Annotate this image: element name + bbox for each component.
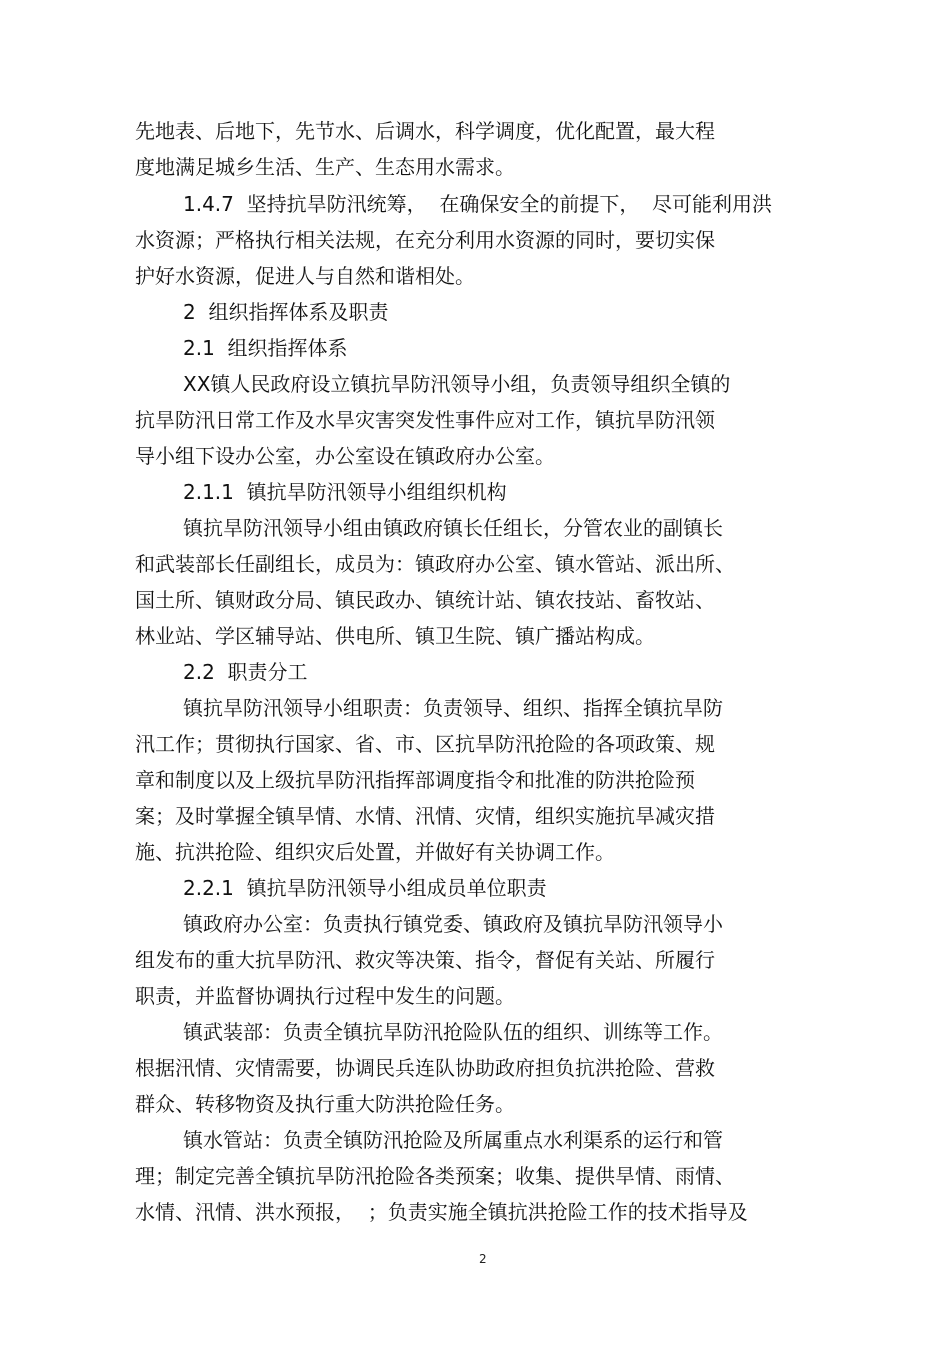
text-line: 案；及时掌握全镇旱情、水情、汛情、灾情，组织实施抗旱减灾措 xyxy=(135,804,715,828)
text-line: 抗旱防汛日常工作及水旱灾害突发性事件应对工作，镇抗旱防汛领 xyxy=(135,408,715,432)
text-line: 组发布的重大抗旱防汛、救灾等决策、指令，督促有关站、所履行 xyxy=(135,948,715,972)
section-heading: 2.2.1 镇抗旱防汛领导小组成员单位职责 xyxy=(183,876,547,900)
text-line: 理；制定完善全镇抗旱防汛抢险各类预案；收集、提供旱情、雨情、 xyxy=(135,1164,735,1188)
section-heading: 2 组织指挥体系及职责 xyxy=(183,300,389,324)
section-heading: 2.2 职责分工 xyxy=(183,660,308,684)
text-line: 国土所、镇财政分局、镇民政办、镇统计站、镇农技站、畜牧站、 xyxy=(135,588,715,612)
text-line: 和武装部长任副组长，成员为：镇政府办公室、镇水管站、派出所、 xyxy=(135,552,735,576)
text-line: 施、抗洪抢险、组织灾后处置，并做好有关协调工作。 xyxy=(135,840,615,864)
text-line: 水资源；严格执行相关法规，在充分利用水资源的同时，要切实保 xyxy=(135,228,715,252)
text-line: 章和制度以及上级抗旱防汛指挥部调度指令和批准的防洪抢险预 xyxy=(135,768,695,792)
page-number: 2 xyxy=(479,1252,487,1266)
text-line: 水情、汛情、洪水预报， ；负责实施全镇抗洪抢险工作的技术指导及 xyxy=(135,1200,748,1224)
text-line: 职责，并监督协调执行过程中发生的问题。 xyxy=(135,984,515,1008)
text-line: 1.4.7 坚持抗旱防汛统筹， 在确保安全的前提下， 尽可能利用洪 xyxy=(183,192,773,216)
text-line: 护好水资源，促进人与自然和谐相处。 xyxy=(135,264,475,288)
section-heading: 2.1.1 镇抗旱防汛领导小组组织机构 xyxy=(183,480,507,504)
text-line: 度地满足城乡生活、生产、生态用水需求。 xyxy=(135,155,515,179)
text-line: 先地表、后地下，先节水、后调水，科学调度，优化配置，最大程 xyxy=(135,119,715,143)
text-line: 镇武装部：负责全镇抗旱防汛抢险队伍的组织、训练等工作。 xyxy=(183,1020,723,1044)
text-line: 镇抗旱防汛领导小组由镇政府镇长任组长，分管农业的副镇长 xyxy=(183,516,723,540)
text-line: 镇水管站：负责全镇防汛抢险及所属重点水利渠系的运行和管 xyxy=(183,1128,723,1152)
section-heading: 2.1 组织指挥体系 xyxy=(183,336,348,360)
text-line: XX镇人民政府设立镇抗旱防汛领导小组，负责领导组织全镇的 xyxy=(183,372,731,396)
text-line: 群众、转移物资及执行重大防洪抢险任务。 xyxy=(135,1092,515,1116)
text-line: 林业站、学区辅导站、供电所、镇卫生院、镇广播站构成。 xyxy=(135,624,655,648)
text-line: 导小组下设办公室，办公室设在镇政府办公室。 xyxy=(135,444,555,468)
text-line: 镇抗旱防汛领导小组职责：负责领导、组织、指挥全镇抗旱防 xyxy=(183,696,723,720)
text-line: 根据汛情、灾情需要，协调民兵连队协助政府担负抗洪抢险、营救 xyxy=(135,1056,715,1080)
text-line: 镇政府办公室：负责执行镇党委、镇政府及镇抗旱防汛领导小 xyxy=(183,912,723,936)
text-line: 汛工作；贯彻执行国家、省、市、区抗旱防汛抢险的各项政策、规 xyxy=(135,732,715,756)
